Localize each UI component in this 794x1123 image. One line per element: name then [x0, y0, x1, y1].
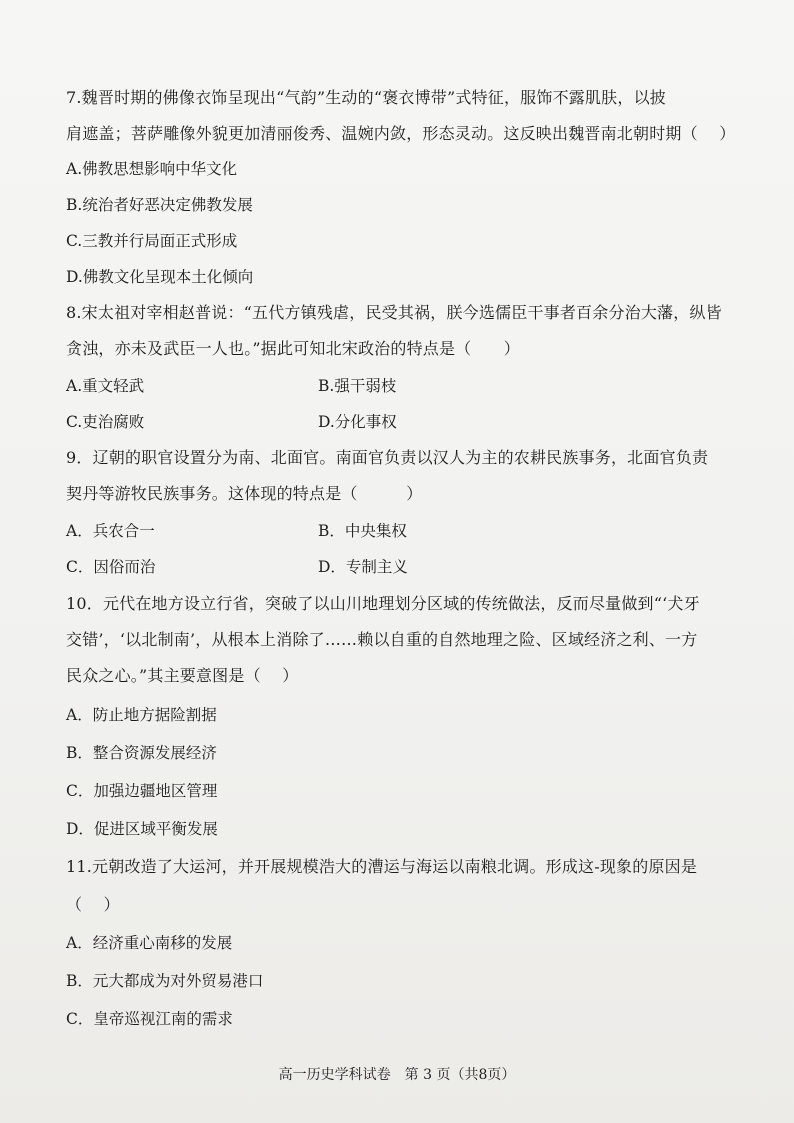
q8-stem-line-2: 贪浊，亦未及武臣一人也。”据此可知北宋政治的特点是（ ）	[66, 339, 520, 358]
q11-stem-line-1: 11.元朝改造了大运河，并开展规模浩大的漕运与海运以南粮北调。形成这-现象的原因是	[66, 857, 698, 876]
q11-option-a: A．经济重心南移的发展	[66, 934, 233, 952]
q7-option-a: A.佛教思想影响中华文化	[66, 160, 238, 178]
q11-option-b: B．元大都成为对外贸易港口	[66, 972, 264, 990]
q8-option-c: C.吏治腐败	[66, 413, 145, 431]
q10-stem-line-3: 民众之心。”其主要意图是（ ）	[66, 666, 299, 685]
q10-option-c: C．加强边疆地区管理	[66, 782, 218, 800]
q9-option-c: C．因俗而治	[66, 558, 156, 576]
q7-option-c: C.三教并行局面正式形成	[66, 232, 238, 250]
page-footer: 高一历史学科试卷 第 3 页（共8页）	[278, 1067, 516, 1083]
q9-option-a: A．兵农合一	[66, 522, 155, 540]
q10-option-a: A．防止地方据险割据	[66, 706, 217, 724]
q9-option-b: B．中央集权	[318, 522, 407, 540]
q9-option-d: D．专制主义	[318, 558, 408, 576]
q7-option-b: B.统治者好恶决定佛教发展	[66, 196, 253, 214]
q10-stem-line-1: 10．元代在地方设立行省，突破了以山川地理划分区域的传统做法，反而尽量做到“‘犬牙	[66, 594, 700, 613]
q8-option-d: D.分化事权	[318, 413, 397, 431]
q10-stem-line-2: 交错’，‘以北制南’，从根本上消除了……赖以自重的自然地理之险、区域经济之利、一方	[66, 630, 698, 649]
q7-stem-line-1: 7.魏晋时期的佛像衣饰呈现出“气韵”生动的“褒衣博带”式特征，服饰不露肌肤，以披	[66, 88, 666, 107]
q11-stem-line-2: （ ）	[66, 895, 120, 914]
q8-stem-line-1: 8.宋太祖对宰相赵普说：“五代方镇残虐，民受其祸，朕今选儒臣干事者百余分治大藩，纵皆	[66, 303, 722, 322]
q7-option-d: D.佛教文化呈现本土化倾向	[66, 268, 254, 286]
q7-stem-line-2: 肩遮盖；菩萨雕像外貌更加清丽俊秀、温婉内敛，形态灵动。这反映出魏晋南北朝时期（ ）	[66, 124, 736, 143]
q9-stem-line-1: 9．辽朝的职官设置分为南、北面官。南面官负责以汉人为主的农耕民族事务，北面官负责	[66, 448, 709, 467]
q11-option-c: C．皇帝巡视江南的需求	[66, 1010, 233, 1028]
q8-option-b: B.强干弱枝	[318, 377, 397, 395]
q10-option-d: D．促进区域平衡发展	[66, 820, 218, 838]
q8-option-a: A.重文轻武	[66, 377, 145, 395]
q9-stem-line-2: 契丹等游牧民族事务。这体现的特点是（ ）	[66, 484, 423, 503]
q10-option-b: B．整合资源发展经济	[66, 744, 217, 762]
